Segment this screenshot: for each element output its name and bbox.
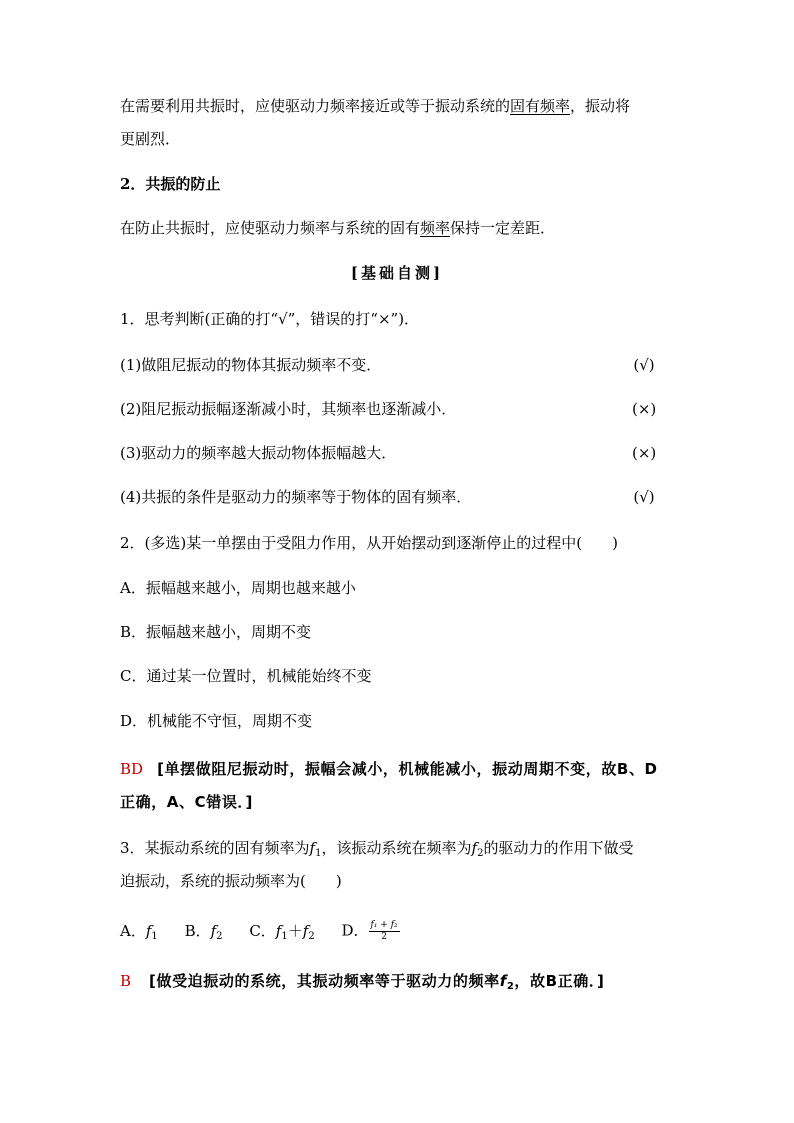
underlined-text: 频率	[420, 219, 451, 237]
symbol-f: f	[145, 921, 152, 940]
q2-explanation: [单摆做阻尼振动时，振幅会减小，机械能减小，振动周期不变，故B、D	[157, 760, 658, 778]
label: C．	[249, 921, 276, 940]
text: 在防止共振时，应使驱动力频率与系统的固有	[120, 219, 421, 237]
q2-answer: BD	[120, 760, 144, 778]
resonance-use-paragraph-line2: 更剧烈．	[120, 130, 181, 148]
plus-sign: ＋	[287, 921, 303, 940]
subscript: 2	[477, 848, 484, 859]
subscript: 2	[308, 930, 315, 942]
text: 3．某振动系统的固有频率为	[120, 839, 310, 857]
q2-answer-line1	[120, 759, 658, 779]
label: A．	[120, 921, 146, 940]
q2-option-a: A．振幅越来越小，周期也越来越小	[120, 579, 356, 597]
q2-option-b: B．振幅越来越小，周期不变	[120, 623, 312, 641]
q1-item-4-mark: (√)	[633, 488, 655, 506]
q3-option-c	[249, 921, 314, 947]
q1-item-1: (1)做阻尼振动的物体其振动频率不变．	[120, 356, 382, 374]
symbol-f: f	[309, 839, 316, 857]
subscript: 1	[315, 848, 322, 859]
prevention-paragraph	[120, 218, 555, 238]
section-heading-prevention: 2．共振的防止	[120, 175, 221, 193]
fraction	[369, 920, 400, 943]
symbol-f: f	[275, 921, 282, 940]
text: 保持一定差距．	[450, 219, 556, 237]
label: B．	[184, 921, 211, 940]
subscript: 1	[281, 930, 288, 942]
symbol-f: f	[499, 972, 507, 990]
q3-option-a	[120, 921, 158, 947]
text: ，故B正确．]	[514, 972, 605, 990]
fraction-numerator: f₁ + f₂	[370, 920, 398, 930]
q3-option-b	[185, 921, 223, 947]
symbol-f: f	[302, 921, 309, 940]
label: D．	[341, 921, 369, 940]
subscript: 2	[506, 981, 515, 992]
self-test-title: [基础自测]	[350, 264, 444, 282]
text: 的驱动力的作用下做受	[483, 839, 634, 857]
q3-option-d	[341, 920, 399, 943]
q2-option-c: C．通过某一位置时，机械能始终不变	[120, 667, 372, 685]
q2-option-d: D．机械能不守恒，周期不变	[120, 712, 313, 730]
resonance-use-paragraph-line1	[120, 96, 630, 116]
underlined-text: 固有频率	[510, 97, 571, 115]
q3-answer-line	[120, 971, 604, 997]
q1-item-4: (4)共振的条件是驱动力的频率等于物体的固有频率．	[120, 488, 472, 506]
subscript: 2	[216, 930, 223, 942]
text: 在需要利用共振时，应使驱动力频率接近或等于振动系统的	[120, 97, 511, 115]
q1-item-2: (2)阻尼振动振幅逐渐减小时，其频率也逐渐减小．	[120, 400, 457, 418]
text: ，振动将	[570, 97, 631, 115]
q3-stem-line2: 迫振动，系统的振动频率为( )	[120, 872, 342, 890]
q3-answer: B	[120, 972, 132, 990]
q1-item-1-mark: (√)	[633, 356, 655, 374]
symbol-f: f	[471, 839, 478, 857]
fraction-denominator: 2	[381, 932, 387, 942]
q2-explanation-line2: 正确，A、C错误．]	[120, 793, 253, 811]
q3-options	[120, 920, 422, 947]
symbol-f: f	[210, 921, 217, 940]
text: [做受迫振动的系统，其振动频率等于驱动力的频率	[149, 972, 500, 990]
q1-item-3-mark: (×)	[632, 444, 657, 462]
q3-stem-line1	[120, 838, 633, 864]
subscript: 1	[151, 930, 158, 942]
q3-explanation	[149, 972, 604, 990]
text: ，该振动系统在频率为	[321, 839, 472, 857]
q1-item-3: (3)驱动力的频率越大振动物体振幅越大．	[120, 444, 397, 462]
q2-stem: 2．(多选)某一单摆由于受阻力作用，从开始摆动到逐渐停止的过程中( )	[120, 534, 618, 552]
q1-stem: 1．思考判断(正确的打“√”，错误的打“×”)．	[120, 310, 420, 328]
q1-item-2-mark: (×)	[632, 400, 657, 418]
